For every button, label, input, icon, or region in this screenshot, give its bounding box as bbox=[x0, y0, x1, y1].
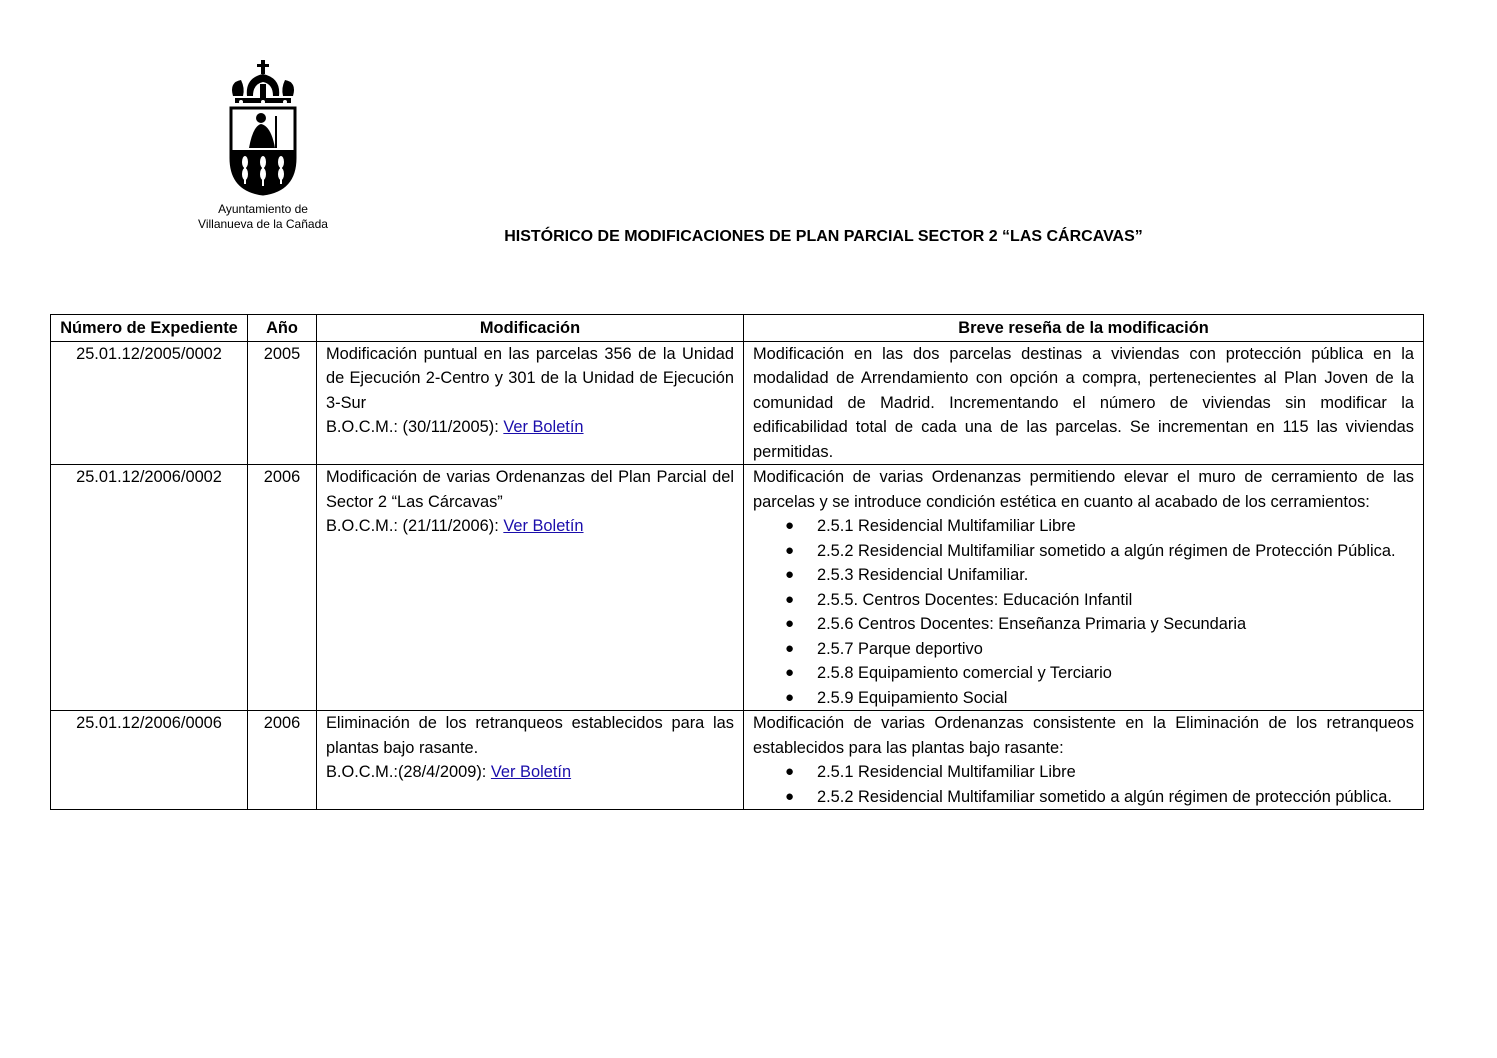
list-item: ● 2.5.6 Centros Docentes: Enseñanza Primaria y Secundaria bbox=[817, 612, 1414, 637]
bullet-icon: ● bbox=[785, 541, 795, 559]
org-name-line-2: Villanueva de la Cañada bbox=[198, 217, 328, 231]
bullet-icon: ● bbox=[785, 566, 795, 583]
org-name-line-1: Ayuntamiento de bbox=[218, 202, 308, 216]
modificacion-cell bbox=[317, 711, 744, 810]
header-resena: Breve reseña de la modificación bbox=[744, 315, 1424, 342]
bullet-icon: ● bbox=[785, 517, 795, 534]
resena-cell bbox=[744, 341, 1424, 465]
bocm-reference: B.O.C.M.: (30/11/2005): bbox=[326, 418, 504, 436]
bullet-icon: ● bbox=[785, 615, 795, 632]
table-row bbox=[51, 711, 1424, 810]
ver-boletin-link[interactable]: Ver Boletín bbox=[503, 418, 584, 436]
resena-text: Modificación de varias Ordenanzas permitiendo elevar el muro de cerramiento de las parcelas y se introduce condición estética en cuanto al acabado de los cerramientos: bbox=[753, 468, 1414, 511]
document-title: HISTÓRICO DE MODIFICACIONES DE PLAN PARCIAL SECTOR 2 “LAS CÁRCAVAS” bbox=[504, 228, 1143, 245]
resena-text: Modificación en las dos parcelas destinas a viviendas con protección pública en la modalidad de Arrendamiento con opción a compra, pertenecientes al Plan Joven de la comunidad de Madrid. Incrementando el número de viviendas sin modificar la edificabilidad total de cada una de las parcelas. Se incrementan en 115 las viviendas permitidas. bbox=[753, 344, 1414, 461]
modifications-table bbox=[50, 314, 1424, 810]
list-item: ● 2.5.5. Centros Docentes: Educación Infantil bbox=[817, 588, 1414, 613]
header-numero: Número de Expediente bbox=[51, 315, 248, 342]
modificacion-cell bbox=[317, 465, 744, 711]
bullet-icon: ● bbox=[785, 590, 795, 608]
list-item: ● 2.5.1 Residencial Multifamiliar Libre bbox=[817, 760, 1414, 785]
list-item: ● 2.5.7 Parque deportivo bbox=[817, 637, 1414, 662]
resena-cell bbox=[744, 465, 1424, 711]
bullet-icon: ● bbox=[785, 763, 795, 780]
list-item: ● 2.5.8 Equipamiento comercial y Terciario bbox=[817, 661, 1414, 686]
bullet-icon: ● bbox=[785, 787, 795, 805]
year-cell: 2006 bbox=[248, 711, 317, 810]
table-header-row bbox=[51, 315, 1424, 342]
modificacion-text: Modificación de varias Ordenanzas del Plan Parcial del Sector 2 “Las Cárcavas” bbox=[326, 468, 734, 511]
expediente-number: 25.01.12/2006/0002 bbox=[51, 465, 248, 711]
coat-of-arms-icon bbox=[223, 58, 303, 196]
bullet-icon: ● bbox=[785, 664, 795, 681]
modificacion-cell bbox=[317, 341, 744, 465]
list-item: ● 2.5.2 Residencial Multifamiliar sometido a algún régimen de protección pública. bbox=[817, 785, 1414, 810]
list-item: ● 2.5.9 Equipamiento Social bbox=[817, 686, 1414, 711]
resena-cell bbox=[744, 711, 1424, 810]
expediente-number: 25.01.12/2005/0002 bbox=[51, 341, 248, 465]
table-row bbox=[51, 341, 1424, 465]
ver-boletin-link[interactable]: Ver Boletín bbox=[490, 763, 572, 781]
bocm-reference: B.O.C.M.:(28/4/2009): bbox=[326, 763, 491, 781]
resena-text: Modificación de varias Ordenanzas consistente en la Eliminación de los retranqueos establecidos para las plantas bajo rasante: bbox=[753, 714, 1414, 757]
municipal-logo bbox=[178, 58, 348, 232]
list-item: ● 2.5.2 Residencial Multifamiliar sometido a algún régimen de Protección Pública. bbox=[817, 539, 1414, 564]
year-cell: 2006 bbox=[248, 465, 317, 711]
modificacion-text: Eliminación de los retranqueos establecidos para las plantas bajo rasante. bbox=[326, 714, 734, 757]
list-item: ● 2.5.1 Residencial Multifamiliar Libre bbox=[817, 514, 1414, 539]
bocm-reference: B.O.C.M.: (21/11/2006): bbox=[326, 517, 504, 535]
header-modificacion: Modificación bbox=[317, 315, 744, 342]
header-anio: Año bbox=[248, 315, 317, 342]
bullet-icon: ● bbox=[785, 688, 795, 706]
year-cell: 2005 bbox=[248, 341, 317, 465]
bullet-icon: ● bbox=[785, 639, 795, 657]
ordenanzas-list bbox=[753, 760, 1414, 809]
ordenanzas-list bbox=[753, 514, 1414, 710]
ver-boletin-link[interactable]: Ver Boletín bbox=[503, 517, 584, 535]
modificacion-text: Modificación puntual en las parcelas 356 de la Unidad de Ejecución 2-Centro y 301 de la Unidad de Ejecución 3-Sur bbox=[326, 344, 734, 412]
table-row bbox=[51, 465, 1424, 711]
list-item: ● 2.5.3 Residencial Unifamiliar. bbox=[817, 563, 1414, 588]
expediente-number: 25.01.12/2006/0006 bbox=[51, 711, 248, 810]
